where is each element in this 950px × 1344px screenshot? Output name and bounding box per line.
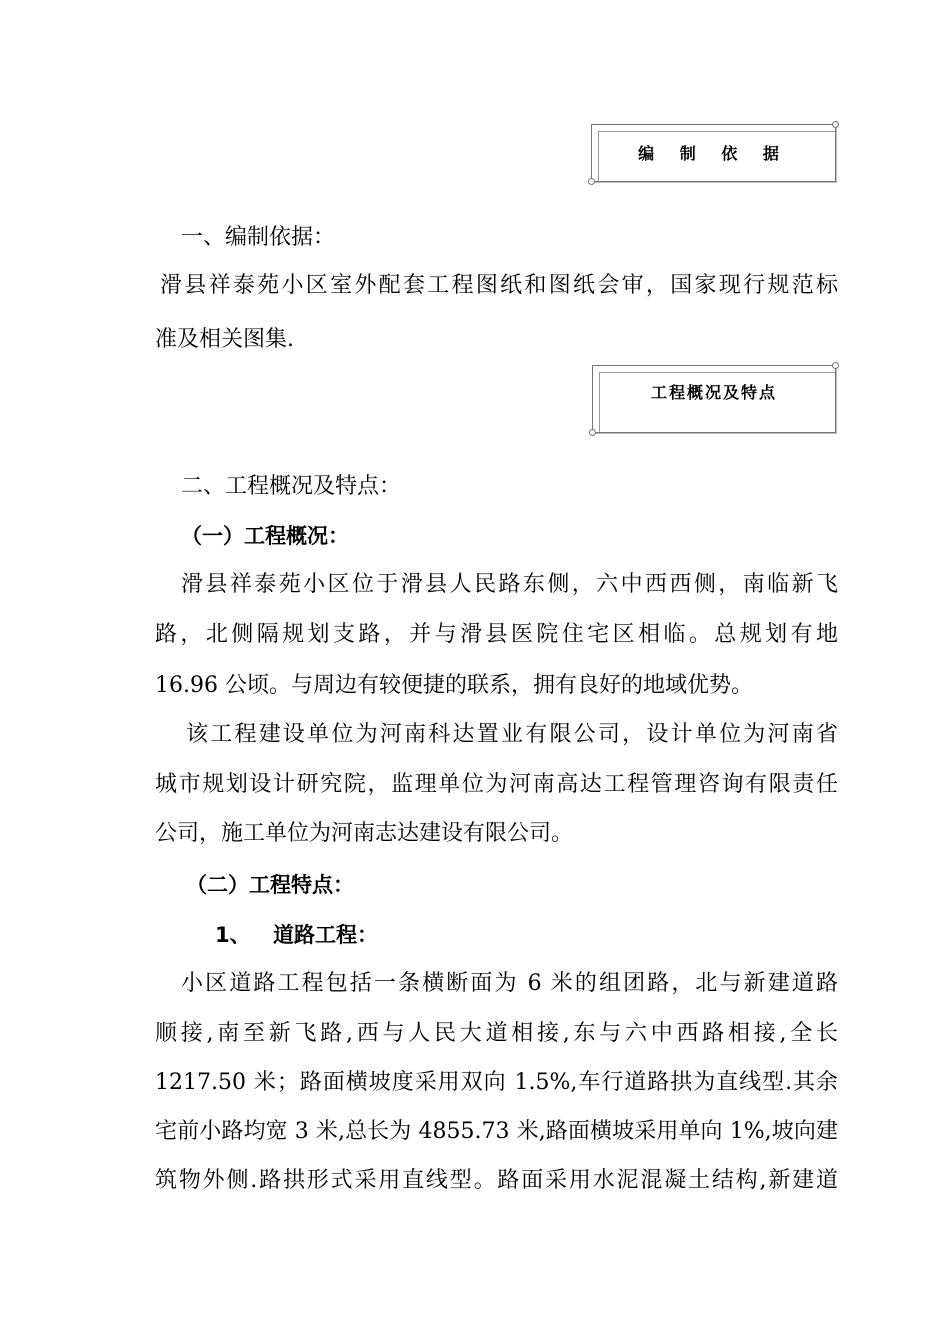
box-label-overview: 工程概况及特点 <box>650 383 777 402</box>
paragraph-line: 顺接,南至新飞路,西与人民大道相接,东与六中西路相接,全长 <box>155 1021 838 1046</box>
paragraph-line: 路，北侧隔规划支路，并与滑县医院住宅区相临。总规划有地 <box>155 622 838 647</box>
paragraph-line: 公司，施工单位为河南志达建设有限公司。 <box>155 821 574 846</box>
subheading-overview: （一）工程概况： <box>181 524 349 548</box>
paragraph-line: 该工程建设单位为河南科达置业有限公司，设计单位为河南省 <box>186 722 838 747</box>
paragraph-line: 小区道路工程包括一条横断面为 6 米的组团路，北与新建道路 <box>181 971 838 996</box>
box-label-basis: 编 制 依 据 <box>638 144 789 163</box>
heading-basis: 一、编制依据： <box>181 225 336 250</box>
subheading-features: （二）工程特点： <box>186 873 354 897</box>
paragraph-line: 宅前小路均宽 3 米,总长为 4855.73 米,路面横坡采用单向 1%,坡向建 <box>155 1119 838 1144</box>
paragraph-line: 滑县祥泰苑小区室外配套工程图纸和图纸会审，国家现行规范标 <box>160 273 838 298</box>
paragraph-line: 1217.50 米；路面横坡度采用双向 1.5%,车行道路拱为直线型.其余 <box>155 1070 838 1095</box>
paragraph-line: 准及相关图集. <box>155 327 294 352</box>
section-title-box-basis <box>591 124 836 182</box>
paragraph-line: 16.96 公顷。与周边有较便捷的联系，拥有良好的地域优势。 <box>155 673 753 698</box>
paragraph-line: 城市规划设计研究院，监理单位为河南高达工程管理咨询有限责任 <box>155 772 838 797</box>
item-number: 1、 <box>215 923 251 947</box>
paragraph-line: 筑物外侧.路拱形式采用直线型。路面采用水泥混凝土结构,新建道 <box>155 1168 838 1193</box>
item-title-road: 道路工程： <box>273 923 378 947</box>
paragraph-line: 滑县祥泰苑小区位于滑县人民路东侧，六中西西侧，南临新飞 <box>181 572 838 597</box>
section-title-box-overview <box>592 365 836 433</box>
heading-overview: 二、工程概况及特点： <box>181 474 402 499</box>
